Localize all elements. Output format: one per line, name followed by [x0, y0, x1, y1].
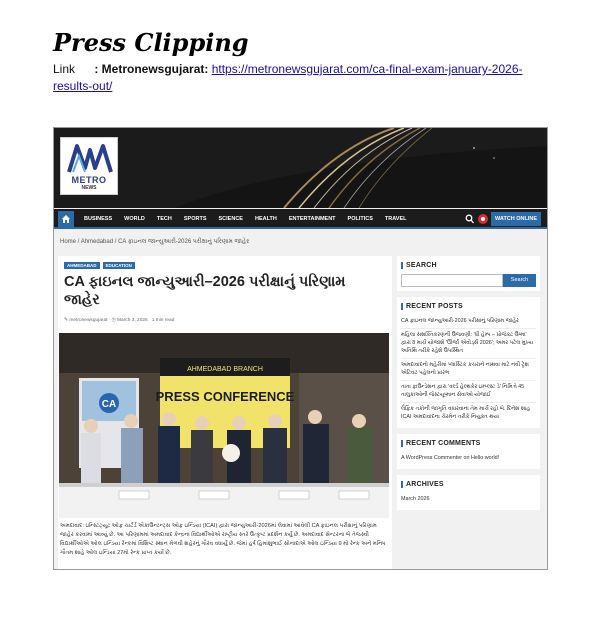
logo-mark-icon — [67, 142, 113, 174]
recent-post-link[interactable]: લૈફિક તકોની જાગૃતિ વધારવાના તેમ માર્ચે રહો બે. દિનેશ શાહ ICAI અમદાવાદના ચેરમેન તરીકે નિયુક્ત થયા — [401, 406, 531, 420]
nav-item-tech[interactable]: TECH — [156, 216, 172, 222]
live-record-icon[interactable] — [478, 214, 488, 224]
nav-item-travel[interactable]: TRAVEL — [384, 216, 407, 222]
pen-icon: ✎ — [64, 318, 69, 323]
search-button[interactable]: Search — [503, 274, 536, 287]
breadcrumb-ahmedabad[interactable]: Ahmedabad — [80, 239, 114, 245]
nav-item-entertainment[interactable]: ENTERTAINMENT — [288, 216, 336, 222]
nav-item-sports[interactable]: SPORTS — [183, 216, 207, 222]
archive-link[interactable]: March 2026 — [401, 496, 430, 502]
recent-comments-list — [401, 452, 536, 465]
archives-widget — [397, 475, 540, 510]
author[interactable] — [64, 318, 108, 323]
read-time: 1 min read — [151, 318, 175, 323]
search-widget — [397, 256, 540, 291]
recent-comment-link[interactable]: A WordPress Commenter on Hello world! — [401, 455, 500, 461]
watch-online-button[interactable]: WATCH ONLINE — [491, 212, 541, 226]
photo-scene — [59, 333, 389, 518]
link-row — [53, 61, 553, 95]
article-headline: CA ફાઇનલ જાન્યુઆરી–2026 પરીક્ષાનું પરિણામ જાહેર — [64, 274, 346, 308]
article-body-text: અમદાવાદ: ઇન્સ્ટિટ્યૂટ ઓફ ચાર્ટર્ડ એકાઉન્ટન્ટ્સ ઓફ ઇન્ડિયા (ICAI) દ્વારા જાન્યુઆરી-2026માં લેવામાં આવેલી CA ફાઇનલ પરીક્ષાનું પરિણામ જાહેર કરવામાં આવ્યું છે. આ પરિણામમાં અમદાવાદ કેન્દ્રના વિદ્યાર્થીઓએ રાષ્ટ્રીય સ્તરે ઉત્કૃષ્ટ પ્રદર્શન કર્યું છે. અમદાવાદ સેન્ટરના બે તેજસ્વી વિદ્યાર્થીઓએ ઓલ ઇન્ડિયા રેન્કમાં વિશિષ્ટ સ્થાન મેળવી શહેરનું ગૌરવ વધાર્યું છે. જેમાં હર્ષ હિમાંશુભાઈ સોનાદાએ ઓલ ઇન્ડિયા 9 મો રેન્ક અને મનિષ ગૌતમ શાહે ઓલ ઇન્ડિયા 27મો રેન્ક પ્રાપ્ત કર્યો છે. — [60, 523, 386, 556]
date-text: March 3, 2026 — [117, 318, 148, 323]
nav-item-science[interactable]: SCIENCE — [218, 216, 243, 222]
recent-post-link[interactable]: CA ફાઇનલ જાન્યુઆરી-2026 પરીક્ષાનું પરિણામ જાહેર — [401, 315, 536, 329]
search-input[interactable] — [401, 274, 503, 287]
recent-posts-title: RECENT POSTS — [401, 303, 536, 310]
recent-post-link[interactable]: અમદાવાદનો મહેરીમાં પ્લાસ્ટિક કચરાને નાથવા માટે નવી ટ્રેશ એટિવટ પહેલનો પ્રારંભ — [401, 359, 536, 381]
banner-top-text: AHMEDABAD BRANCH — [187, 366, 263, 373]
ca-logo-text: CA — [101, 399, 117, 410]
breadcrumb-home[interactable]: Home — [60, 239, 77, 245]
search-widget-title: SEARCH — [401, 262, 536, 269]
recent-comments-title: RECENT COMMENTS — [401, 440, 536, 447]
main-navigation — [54, 209, 548, 229]
search-form — [401, 274, 536, 287]
sidebar — [397, 256, 540, 516]
author-name: metronewsgujarat — [69, 318, 108, 323]
breadcrumb-current: CA ફાઇનલ જાન્યુઆરી-2026 પરીક્ષાનું પરિણામ જાહેર — [118, 239, 250, 245]
archives-title: ARCHIVES — [401, 481, 536, 488]
logo-sub: NEWS — [81, 185, 97, 191]
night-road-image — [54, 128, 548, 208]
publish-date — [112, 318, 148, 323]
metro-news-logo[interactable] — [60, 137, 118, 195]
recent-posts-widget — [397, 297, 540, 428]
recent-post-link[interactable]: મહિલા સશક્તિકરણની ઉજવણી: 'ધી હેમ્પ – પ્રોજેક્ટ ઉષ્મા' દ્વારા 8 માર્ચે યોજાશે 'ઊર્જા એવોર્ડ્સ 2026'; અમર પટેલ મુખ્ય અતિથિ તરીકે રહેશે ઉપસ્થિત — [401, 329, 536, 359]
document-title: Press Clipping — [53, 28, 249, 57]
website-clipping — [53, 127, 548, 570]
recent-posts-list — [401, 315, 536, 424]
home-button[interactable] — [58, 211, 74, 227]
tag-education[interactable]: EDUCATION — [103, 262, 135, 269]
link-label: Link — [53, 62, 76, 76]
nav-item-world[interactable]: WORLD — [124, 216, 145, 222]
search-icon[interactable] — [465, 214, 474, 224]
recent-comments-widget — [397, 434, 540, 469]
clock-icon: ◷ — [111, 318, 116, 323]
article-tags — [64, 262, 135, 269]
recent-post-link[interactable]: તાતા ફાઉન્ડેશન દ્વારા 'વર્લ્ડ હેલ્થકેર ઇમ્પ્લ્સ્ટ ડે' નિમિત્તે 45 તાલુકાઓની જેસ્ટયૂષ્માન સેવાઓ યોજાઈ — [401, 381, 536, 403]
press-conference-text: PRESS CONFERENCE — [155, 389, 295, 404]
article-meta — [64, 318, 174, 323]
article-url-link[interactable]: https://metronewsgujarat.com/ca-final-exam-january-2026-results-out/ — [53, 62, 523, 93]
press-conference-photo — [59, 333, 389, 518]
nav-menu — [78, 209, 413, 229]
nav-item-politics[interactable]: POLITICS — [347, 216, 373, 222]
breadcrumb: Home / Ahmedabad / CA ફાઇનલ જાન્યુઆરી-2026 પરીક્ષાનું પરિણામ જાહેર — [60, 239, 250, 245]
site-header-banner — [54, 128, 548, 208]
link-source: : Metronewsgujarat: — [94, 62, 209, 76]
nav-item-business[interactable]: BUSINESS — [84, 216, 113, 222]
home-icon — [61, 214, 71, 224]
logo-word: METRO — [71, 175, 107, 185]
article-card — [58, 256, 392, 570]
nav-item-health[interactable]: HEALTH — [254, 216, 277, 222]
tag-ahmedabad[interactable]: AHMEDABAD — [64, 262, 100, 269]
archives-list — [401, 493, 536, 506]
